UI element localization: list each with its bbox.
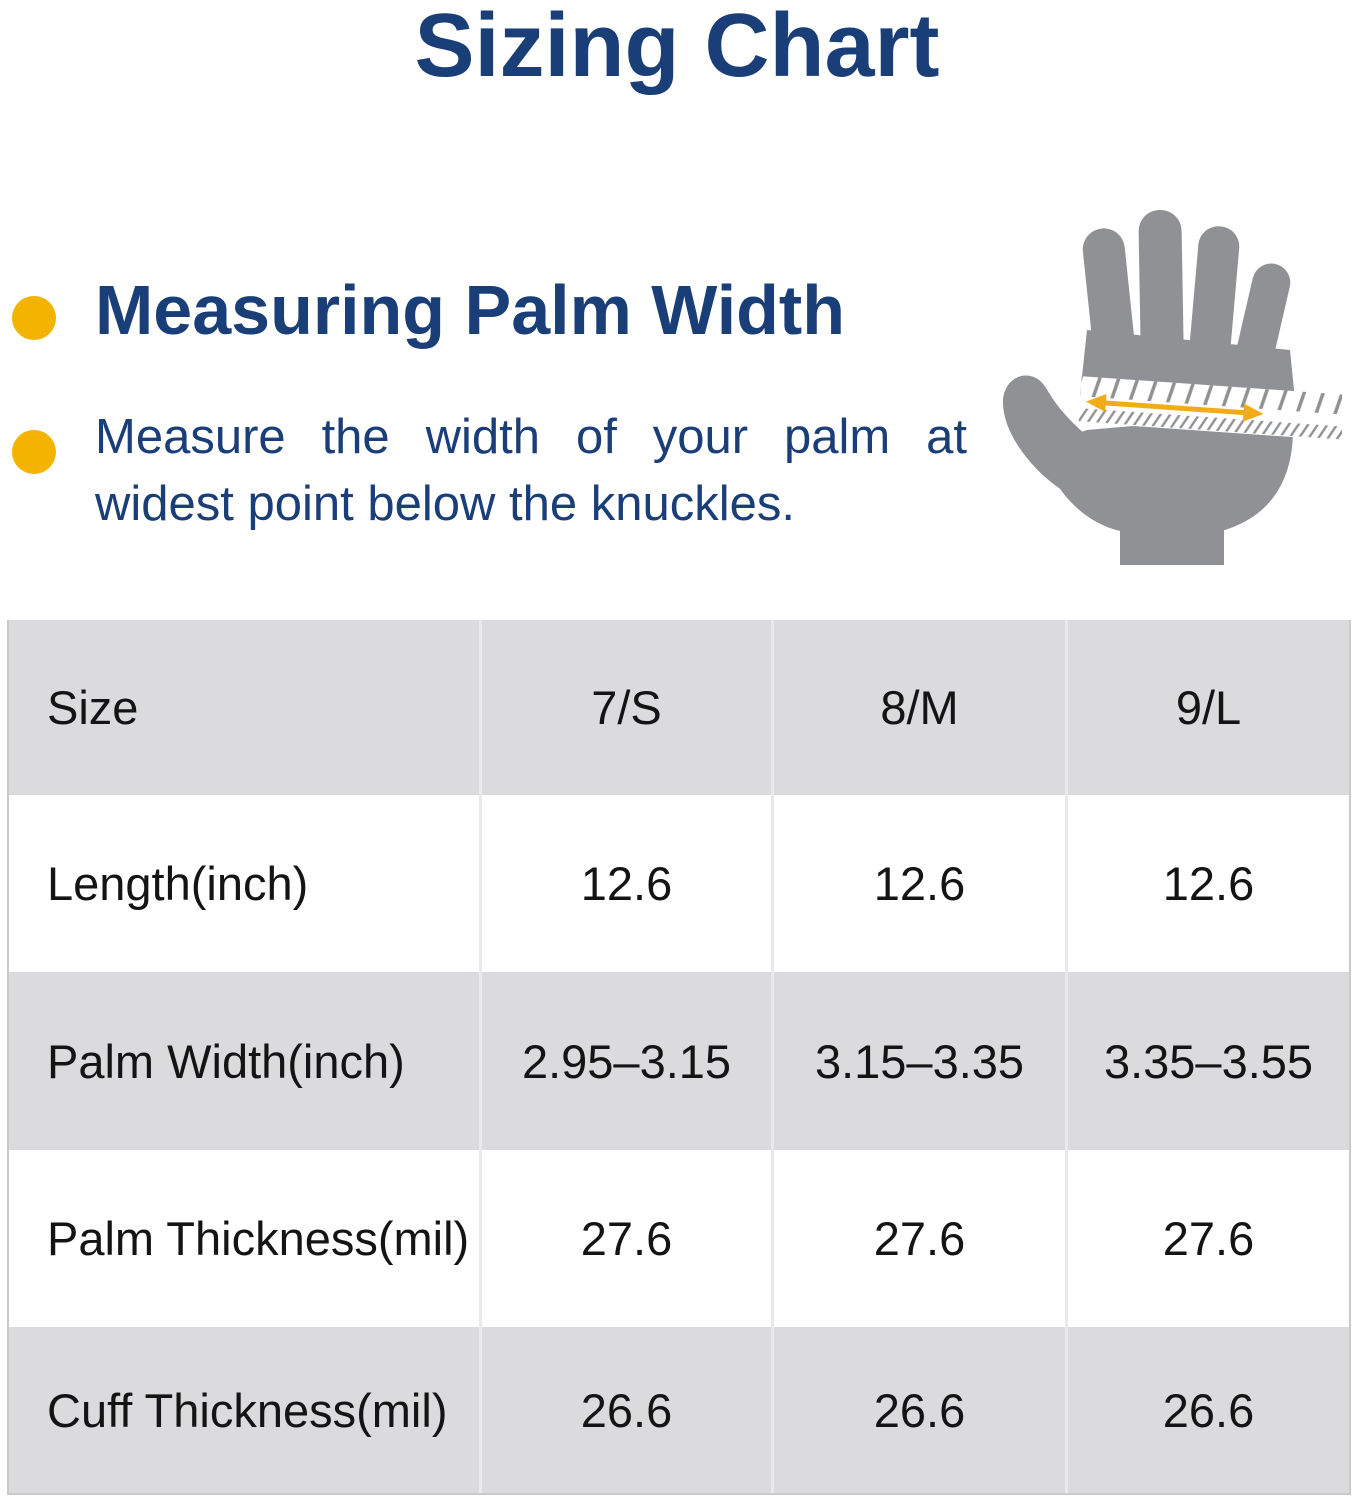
cell-value: 12.6 — [771, 795, 1065, 972]
table-row-cuff-thickness — [9, 1327, 1349, 1493]
instruction-line-1: Measure the width of your palm at — [95, 410, 967, 464]
column-header-size: Size — [47, 681, 139, 734]
cell-value: 26.6 — [771, 1327, 1065, 1493]
sizing-table — [7, 620, 1351, 1495]
row-label: Palm Thickness(mil) — [47, 1212, 470, 1265]
cell-value: 12.6 — [479, 795, 771, 972]
table-header-row — [9, 620, 1349, 795]
table-row-palm-width — [9, 972, 1349, 1150]
cell-value: 12.6 — [1065, 795, 1349, 972]
cell-value: 27.6 — [771, 1150, 1065, 1327]
table-row-palm-thickness — [9, 1150, 1349, 1327]
bullet-icon — [12, 296, 56, 340]
cell-value: 2.95–3.15 — [479, 972, 771, 1150]
hand-measurement-illustration — [992, 190, 1342, 565]
column-header-9l: 9/L — [1065, 620, 1349, 795]
page-title: Sizing Chart — [414, 0, 940, 96]
section-heading: Measuring Palm Width — [95, 271, 846, 349]
bullet-icon — [12, 430, 56, 474]
cell-value: 27.6 — [479, 1150, 771, 1327]
column-header-8m: 8/M — [771, 620, 1065, 795]
row-label: Length(inch) — [47, 857, 309, 910]
instruction-line-2: widest point below the knuckles. — [95, 477, 795, 531]
cell-value: 3.15–3.35 — [771, 972, 1065, 1150]
column-header-7s: 7/S — [479, 620, 771, 795]
instruction-text — [95, 404, 967, 538]
cell-value: 26.6 — [479, 1327, 771, 1493]
row-label: Palm Width(inch) — [47, 1034, 405, 1088]
table-row-length — [9, 795, 1349, 972]
cell-value: 3.35–3.55 — [1065, 972, 1349, 1150]
cell-value: 27.6 — [1065, 1150, 1349, 1327]
row-label: Cuff Thickness(mil) — [47, 1383, 448, 1437]
cell-value: 26.6 — [1065, 1327, 1349, 1493]
